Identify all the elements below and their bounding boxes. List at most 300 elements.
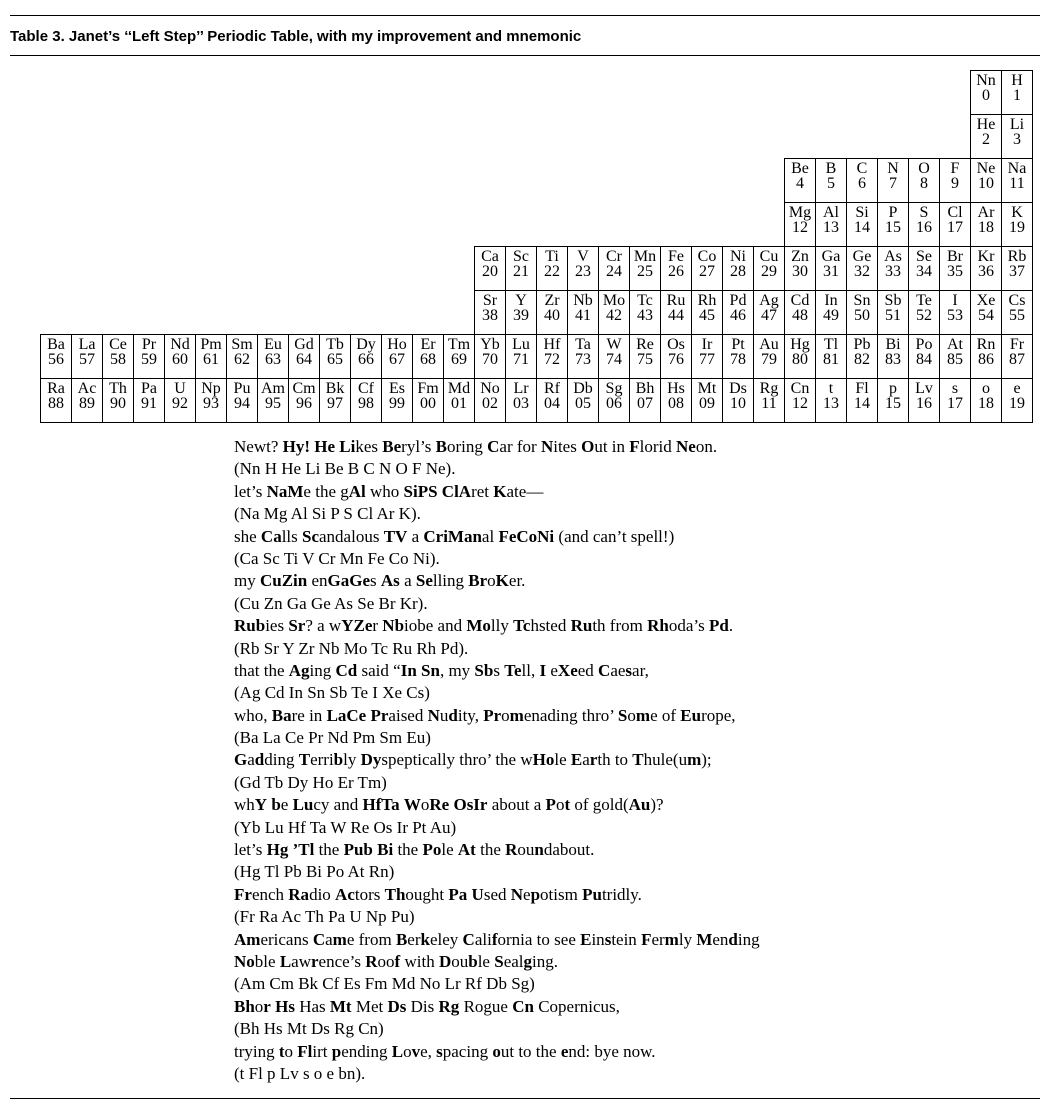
mnemonic-bold-segment: S	[617, 705, 628, 725]
mnemonic-bold-segment: Pr	[483, 705, 502, 725]
mnemonic-bold-segment: Re	[429, 795, 450, 815]
mnemonic-bold-segment: b	[333, 750, 344, 770]
mnemonic-bold-segment: In Sn	[400, 660, 440, 680]
element-symbol: Cm	[292, 380, 316, 397]
mnemonic-segment: ryl’s	[401, 437, 436, 456]
mnemonic-bold-segment: CriMan	[423, 526, 482, 546]
mnemonic-segment: en	[307, 571, 328, 591]
mnemonic-bold-segment: NaM	[266, 481, 304, 501]
mnemonic-segment: ing.	[532, 951, 559, 971]
mnemonic-bold-segment: Pd	[708, 616, 729, 636]
mnemonic-segment: tors	[354, 884, 385, 904]
element-symbol: Cd	[790, 292, 810, 309]
element-symbol: Zr	[544, 292, 560, 309]
mnemonic-bold-segment: GaGe	[327, 571, 371, 591]
mnemonic-segment: let’s	[234, 840, 267, 860]
mnemonic-line	[234, 548, 1024, 570]
element-symbol: Cn	[790, 380, 810, 397]
element-number: 29	[761, 263, 777, 280]
mnemonic-line	[234, 1063, 1024, 1085]
element-cell	[939, 378, 971, 423]
mnemonic-bold-segment: Pa	[448, 884, 468, 904]
element-cell	[1001, 290, 1033, 335]
element-symbol: Mg	[788, 204, 812, 221]
element-number: 09	[699, 395, 715, 412]
mnemonic-bold-segment: Lu	[292, 795, 314, 815]
element-cell	[350, 378, 382, 423]
element-symbol: o	[982, 380, 990, 397]
element-number: 35	[947, 263, 963, 280]
element-cell	[722, 334, 754, 379]
mnemonic-bold-segment: Nb	[382, 616, 405, 636]
mnemonic-bold-segment: As	[380, 571, 400, 591]
mnemonic-line	[234, 526, 1024, 548]
element-cell	[443, 334, 475, 379]
mnemonic-bold-segment: Rub	[234, 616, 266, 636]
mnemonic-segment: ? a w	[305, 616, 342, 636]
element-symbol: Ca	[481, 248, 499, 265]
element-symbol: Ce	[109, 336, 127, 353]
mnemonic-bold-segment: Y	[254, 795, 268, 815]
mnemonic-segment: th from	[592, 616, 648, 636]
element-symbol: B	[825, 160, 837, 177]
element-number: 8	[920, 175, 928, 192]
element-number: 05	[575, 395, 591, 412]
mnemonic-segment: enading thro’	[523, 705, 618, 725]
element-symbol: He	[976, 116, 996, 133]
element-cell	[939, 246, 971, 291]
mnemonic-segment: dabout.	[543, 840, 595, 860]
element-cell	[257, 334, 289, 379]
mnemonic-bold-segment: Br	[468, 571, 488, 591]
element-number: 76	[668, 351, 684, 368]
mnemonic-segment: (Ag Cd In Sn Sb Te I Xe Cs)	[234, 683, 430, 703]
mnemonic-segment: (Cu Zn Ga Ge As Se Br Kr).	[234, 593, 428, 613]
element-cell	[660, 246, 692, 291]
element-symbol: Fr	[1009, 336, 1025, 353]
mnemonic-segment: o	[420, 795, 430, 815]
element-cell	[815, 334, 847, 379]
element-symbol: Sr	[482, 292, 498, 309]
mnemonic-bold-segment: r	[589, 750, 598, 770]
mnemonic-bold-segment: Hg	[266, 840, 289, 860]
mnemonic-segment: speptically thro’ the w	[381, 750, 533, 770]
mnemonic-line	[234, 503, 1024, 525]
mnemonic-segment: aw	[291, 951, 311, 971]
element-number: 39	[513, 307, 529, 324]
mnemonic-bold-segment: Pu	[582, 884, 602, 904]
mnemonic-bold-segment: Th	[384, 884, 406, 904]
mnemonic-bold-segment: ’Tl	[292, 840, 315, 860]
mnemonic-bold-segment: Am	[234, 929, 261, 949]
element-cell	[598, 246, 630, 291]
element-symbol: Pd	[729, 292, 747, 309]
mnemonic-segment: o	[487, 571, 496, 591]
mnemonic-bold-segment: R	[365, 951, 378, 971]
element-symbol: K	[1011, 204, 1023, 221]
element-cell	[722, 378, 754, 423]
element-symbol: V	[577, 248, 589, 265]
element-cell	[877, 246, 909, 291]
element-symbol: Se	[916, 248, 932, 265]
element-number: 84	[916, 351, 932, 368]
mnemonic-line	[234, 906, 1024, 928]
mnemonic-bold-segment: LaCe	[326, 705, 367, 725]
element-cell	[846, 202, 878, 247]
mnemonic-segment: who,	[234, 705, 272, 725]
element-cell	[970, 202, 1002, 247]
left-step-periodic-table	[0, 0, 1041, 420]
mnemonic-bold-segment: C	[598, 660, 611, 680]
element-cell	[877, 378, 909, 423]
element-symbol: Xe	[976, 292, 996, 309]
element-cell	[133, 378, 165, 423]
mnemonic-segment: ate—	[506, 481, 544, 501]
mnemonic-line	[234, 593, 1024, 615]
mnemonic-segment: eley	[429, 929, 463, 949]
element-cell	[598, 334, 630, 379]
mnemonic-segment: (Gd Tb Dy Ho Er Tm)	[234, 772, 387, 792]
element-symbol: Cf	[358, 380, 374, 397]
mnemonic-segment: lling	[432, 571, 469, 591]
element-symbol: At	[947, 336, 963, 353]
element-symbol: Bi	[885, 336, 901, 353]
element-cell	[536, 246, 568, 291]
element-number: 74	[606, 351, 622, 368]
mnemonic-line	[234, 1041, 1024, 1063]
mnemonic-bold-segment: s	[625, 660, 633, 680]
mnemonic-segment: er.	[508, 571, 526, 591]
mnemonic-segment: ll,	[521, 660, 540, 680]
element-cell	[691, 246, 723, 291]
element-symbol: Tm	[447, 336, 471, 353]
element-cell	[381, 378, 413, 423]
element-number: 87	[1009, 351, 1025, 368]
mnemonic-bold-segment: CuZin	[259, 571, 308, 591]
mnemonic-bold-segment: m	[332, 929, 347, 949]
element-number: 16	[916, 395, 932, 412]
mnemonic-segment: kes	[355, 437, 383, 456]
element-symbol: P	[888, 204, 898, 221]
mnemonic-line	[234, 682, 1024, 704]
mnemonic-bold-segment: d	[448, 705, 458, 725]
element-number: 31	[823, 263, 839, 280]
element-symbol: Mt	[697, 380, 717, 397]
mnemonic-segment: dio	[309, 884, 336, 904]
mnemonic-segment: eal	[503, 951, 524, 971]
mnemonic-bold-segment: m	[687, 750, 702, 770]
element-number: 64	[296, 351, 312, 368]
mnemonic-segment: al	[481, 526, 499, 546]
element-number: 42	[606, 307, 622, 324]
element-symbol: Al	[823, 204, 839, 221]
element-symbol: Co	[697, 248, 717, 265]
mnemonic-segment: ae	[610, 660, 626, 680]
element-number: 43	[637, 307, 653, 324]
element-number: 36	[978, 263, 994, 280]
element-number: 92	[172, 395, 188, 412]
element-number: 90	[110, 395, 126, 412]
mnemonic-bold-segment: t	[564, 795, 571, 815]
element-symbol: Tc	[637, 292, 653, 309]
element-cell	[288, 378, 320, 423]
element-number: 46	[730, 307, 746, 324]
mnemonic-bold-segment: Po	[422, 840, 442, 860]
mnemonic-segment: er	[407, 929, 421, 949]
element-number: 75	[637, 351, 653, 368]
mnemonic-segment: ed	[577, 660, 599, 680]
table-caption: Table 3. Janet’s ‘‘Left Step’’ Periodic Table, with my improvement and mnemonic	[10, 28, 582, 45]
element-symbol: Mn	[633, 248, 657, 265]
mnemonic-bold-segment: Pr	[370, 705, 389, 725]
element-symbol: Md	[447, 380, 471, 397]
element-number: 77	[699, 351, 715, 368]
mnemonic-line	[234, 973, 1024, 995]
element-number: 47	[761, 307, 777, 324]
mnemonic-segment: Has	[294, 996, 330, 1016]
mnemonic-bold-segment: Rh	[647, 616, 669, 636]
mnemonic-line	[234, 951, 1024, 973]
element-symbol: Bh	[635, 380, 655, 397]
mnemonic-line	[234, 1018, 1024, 1040]
element-number: 58	[110, 351, 126, 368]
element-cell	[1001, 246, 1033, 291]
mnemonic-segment: e	[523, 884, 531, 904]
mnemonic-segment: a	[247, 750, 255, 770]
mnemonic-segment: about a	[487, 795, 546, 815]
element-number: 25	[637, 263, 653, 280]
mnemonic-segment: lls	[281, 526, 303, 546]
element-symbol: Re	[636, 336, 654, 353]
mnemonic-segment: (Am Cm Bk Cf Es Fm Md No Lr Rf Db Sg)	[234, 974, 535, 994]
mnemonic-bold-segment: Se	[415, 571, 433, 591]
element-symbol: Es	[389, 380, 405, 397]
mnemonic-bold-segment: Ca	[260, 526, 282, 546]
element-symbol: Kr	[977, 248, 995, 265]
mnemonic-bold-segment: Xe	[557, 660, 578, 680]
element-symbol: Rf	[544, 380, 560, 397]
mnemonic-segment: .	[728, 616, 734, 636]
element-symbol: Cs	[1008, 292, 1026, 309]
element-number: 63	[265, 351, 281, 368]
mnemonic-segment: ornia to see	[497, 929, 581, 949]
mnemonic-bold-segment: C	[487, 437, 500, 456]
element-number: 02	[482, 395, 498, 412]
mnemonic-segment: ericans	[260, 929, 313, 949]
mnemonic-segment: )?	[650, 795, 664, 815]
element-symbol: Hs	[667, 380, 685, 397]
mnemonic-bold-segment: C	[462, 929, 475, 949]
mnemonic-line	[234, 481, 1024, 503]
element-symbol: H	[1011, 72, 1023, 89]
element-cell	[970, 290, 1002, 335]
element-number: 15	[885, 395, 901, 412]
element-symbol: S	[919, 204, 929, 221]
mnemonic-segment: ies	[265, 616, 289, 636]
mnemonic-segment: my	[234, 571, 260, 591]
element-number: 97	[327, 395, 343, 412]
element-cell	[474, 378, 506, 423]
mnemonic-line	[234, 570, 1024, 592]
mnemonic-segment: ble	[254, 951, 280, 971]
mnemonic-segment: a	[399, 571, 416, 591]
mnemonic-bold-segment: m	[664, 929, 679, 949]
mnemonic-bold-segment: OsIr	[453, 795, 488, 815]
element-symbol: Tb	[326, 336, 344, 353]
element-symbol: Pm	[200, 336, 222, 353]
mnemonic-bold-segment: TV	[383, 526, 408, 546]
element-cell	[939, 290, 971, 335]
mnemonic-bold-segment: t	[278, 1041, 285, 1061]
element-cell	[226, 334, 258, 379]
mnemonic-bold-segment: Ds	[387, 996, 407, 1016]
element-cell	[939, 158, 971, 203]
element-symbol: Y	[515, 292, 527, 309]
element-symbol: Rg	[759, 380, 779, 397]
element-number: 45	[699, 307, 715, 324]
element-cell	[505, 334, 537, 379]
mnemonic-bold-segment: Sr	[288, 616, 306, 636]
element-symbol: Ir	[701, 336, 713, 353]
element-cell	[753, 378, 785, 423]
element-cell	[722, 246, 754, 291]
element-cell	[939, 202, 971, 247]
mnemonic-segment: tridly.	[601, 884, 642, 904]
mnemonic-bold-segment: Au	[628, 795, 651, 815]
mnemonic-line	[234, 861, 1024, 883]
mnemonic-segment: ending	[341, 1041, 392, 1061]
mnemonic-bold-segment: s	[604, 929, 612, 949]
mnemonic-bold-segment: Rg	[438, 996, 460, 1016]
mnemonic-bold-segment: p	[530, 884, 541, 904]
mnemonic-line	[234, 727, 1024, 749]
element-cell	[784, 334, 816, 379]
element-number: 12	[792, 395, 808, 412]
mnemonic-segment: oring	[446, 437, 488, 456]
element-cell	[970, 70, 1002, 115]
mnemonic-segment: let’s	[234, 481, 267, 501]
element-cell	[784, 290, 816, 335]
mnemonic-segment: en	[712, 929, 729, 949]
mnemonic-segment: she	[234, 526, 261, 546]
element-symbol: Po	[915, 336, 933, 353]
mnemonic-segment: ali	[474, 929, 492, 949]
mnemonic-segment: th to	[597, 750, 633, 770]
mnemonic-bold-segment: Mo	[466, 616, 491, 636]
element-symbol: Lu	[512, 336, 530, 353]
element-cell	[257, 378, 289, 423]
element-symbol: Sb	[884, 292, 902, 309]
mnemonic-bold-segment: T	[298, 750, 311, 770]
mnemonic-segment: o	[284, 1041, 298, 1061]
element-cell	[908, 290, 940, 335]
mnemonic-segment: ar,	[632, 660, 649, 680]
element-symbol: F	[950, 160, 960, 177]
element-cell	[877, 158, 909, 203]
mnemonic-bold-segment: s	[436, 1041, 443, 1061]
mnemonic-segment: the	[314, 840, 344, 860]
element-cell	[784, 246, 816, 291]
element-number: 85	[947, 351, 963, 368]
element-number: 32	[854, 263, 870, 280]
element-symbol: As	[884, 248, 902, 265]
mnemonic-bold-segment: d	[728, 929, 738, 949]
mnemonic-line	[234, 884, 1024, 906]
element-symbol: Nn	[976, 72, 996, 89]
element-cell	[970, 334, 1002, 379]
element-number: 81	[823, 351, 839, 368]
element-cell	[319, 334, 351, 379]
mnemonic-segment: (Yb Lu Hf Ta W Re Os Ir Pt Au)	[234, 817, 457, 837]
mnemonic-bold-segment: Tc	[513, 616, 531, 636]
mnemonic-line	[234, 929, 1024, 951]
mnemonic-segment: u	[439, 705, 449, 725]
mnemonic-bold-segment: D	[438, 951, 452, 971]
element-cell	[784, 202, 816, 247]
element-number: 60	[172, 351, 188, 368]
element-number: 49	[823, 307, 839, 324]
mnemonic-bold-segment: Al	[348, 481, 366, 501]
mnemonic-segment: lly	[490, 616, 514, 636]
element-cell	[567, 378, 599, 423]
element-symbol: N	[887, 160, 899, 177]
element-cell	[412, 378, 444, 423]
element-symbol: I	[952, 292, 958, 309]
mnemonic-bold-segment: v	[411, 1041, 421, 1061]
mnemonic-segment: Met	[351, 996, 388, 1016]
element-symbol: Au	[759, 336, 779, 353]
element-cell	[226, 378, 258, 423]
mnemonic-bold-segment: Be	[382, 437, 402, 456]
element-cell	[908, 202, 940, 247]
mnemonic-bold-segment: Cn	[512, 996, 534, 1016]
element-number: 62	[234, 351, 250, 368]
mnemonic-segment: Copernicus,	[533, 996, 620, 1016]
element-number: 18	[978, 395, 994, 412]
element-number: 0	[982, 87, 990, 104]
element-symbol: Pa	[141, 380, 157, 397]
mnemonic-bold-segment: Cd	[335, 660, 358, 680]
element-symbol: Sg	[605, 380, 623, 397]
mnemonic-bold-segment: Mt	[329, 996, 352, 1016]
mnemonic-line	[234, 615, 1024, 637]
element-cell	[505, 290, 537, 335]
mnemonic-segment: re in	[291, 705, 327, 725]
element-number: 01	[451, 395, 467, 412]
element-number: 6	[858, 175, 866, 192]
element-cell	[846, 158, 878, 203]
element-symbol: O	[918, 160, 930, 177]
element-number: 11	[1009, 175, 1025, 192]
mnemonic-segment: ding	[264, 750, 299, 770]
element-cell	[846, 334, 878, 379]
element-number: 94	[234, 395, 250, 412]
mnemonic-bold-segment: I	[539, 660, 547, 680]
mnemonic-bold-segment: r	[263, 996, 271, 1016]
element-number: 79	[761, 351, 777, 368]
element-cell	[1001, 378, 1033, 423]
mnemonic-bold-segment: P	[545, 795, 556, 815]
mnemonic-segment: andalous	[319, 526, 384, 546]
element-cell	[598, 378, 630, 423]
mnemonic-segment: ity,	[457, 705, 484, 725]
element-number: 93	[203, 395, 219, 412]
element-cell	[195, 378, 227, 423]
mnemonic-bold-segment: Ho	[532, 750, 555, 770]
element-cell	[660, 334, 692, 379]
element-number: 2	[982, 131, 990, 148]
element-number: 17	[947, 395, 963, 412]
